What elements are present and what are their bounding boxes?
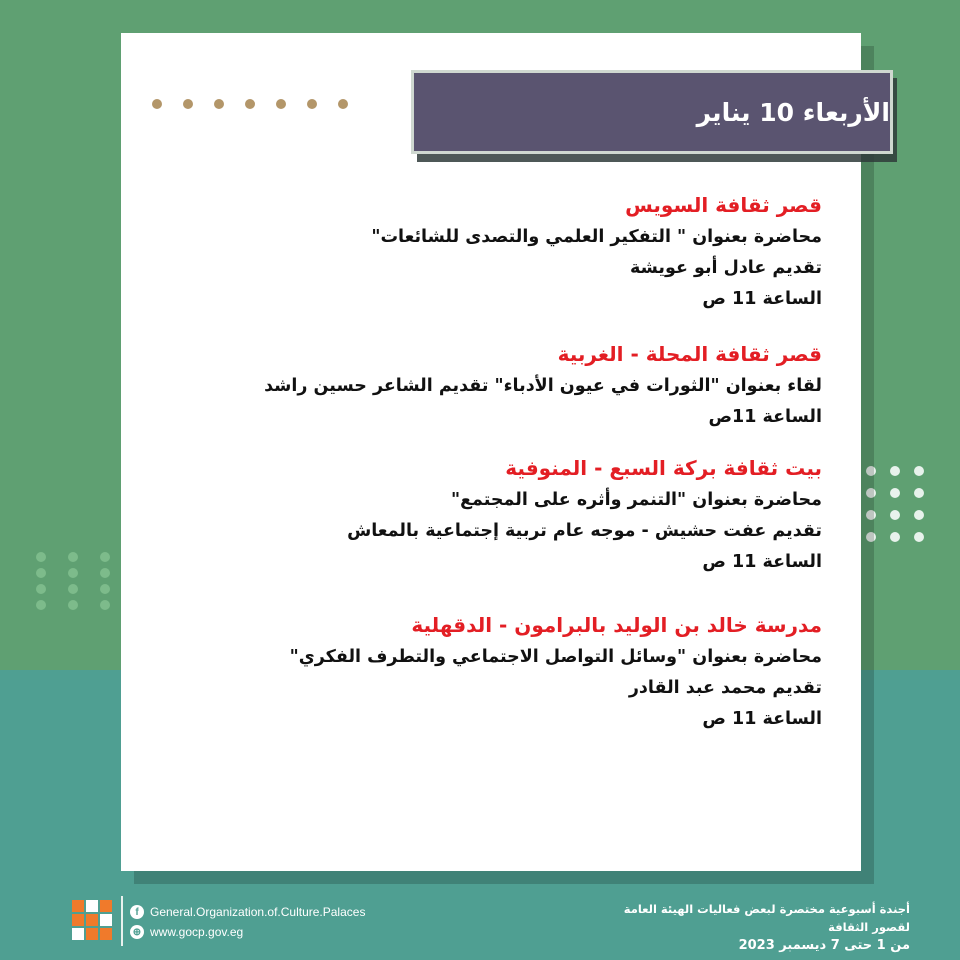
event-line: الساعة 11ص [708, 407, 822, 427]
event-item [202, 337, 822, 433]
event-item [202, 188, 822, 315]
agenda-title: أجندة أسبوعية مختصرة لبعض فعاليات الهيئة العامة لقصور الثقافة [623, 902, 910, 934]
facebook-icon: f [130, 905, 144, 919]
footer-contact [130, 902, 365, 942]
events-list [202, 188, 822, 735]
event-item [202, 608, 822, 735]
event-venue: قصر ثقافة السويس [625, 193, 822, 217]
decor-dot-grid-left [36, 552, 116, 610]
date-banner [411, 70, 893, 154]
website-url: www.gocp.gov.eg [150, 925, 244, 939]
facebook-handle: General.Organization.of.Culture.Palaces [150, 905, 366, 919]
event-line: تقديم عفت حشيش - موجه عام تربية إجتماعية بالمعاش [347, 521, 822, 541]
event-line: محاضرة بعنوان "التنمر وأثره على المجتمع" [450, 490, 822, 510]
event-venue: بيت ثقافة بركة السبع - المنوفية [505, 456, 822, 480]
event-venue: مدرسة خالد بن الوليد بالبرامون - الدقهلية [411, 613, 822, 637]
event-line: تقديم عادل أبو عويشة [630, 258, 822, 278]
footer-divider [121, 896, 123, 946]
globe-icon: ⊕ [130, 925, 144, 939]
footer-agenda [590, 900, 910, 956]
event-line: محاضرة بعنوان " التفكير العلمي والتصدى للشائعات" [371, 227, 822, 247]
date-banner-text: الأربعاء 10 يناير [696, 97, 890, 127]
event-line: محاضرة بعنوان "وسائل التواصل الاجتماعي والتطرف الفكري" [289, 647, 822, 667]
event-line: لقاء بعنوان "الثورات في عيون الأدباء" تقديم الشاعر حسين راشد [264, 376, 822, 396]
website-link[interactable] [130, 922, 365, 942]
event-line: تقديم محمد عبد القادر [628, 678, 822, 698]
event-line: الساعة 11 ص [702, 289, 822, 309]
decor-gold-dots [152, 99, 348, 109]
agenda-dates: من 1 حتى 7 ديسمبر 2023 [738, 938, 910, 953]
event-line: الساعة 11 ص [702, 552, 822, 572]
event-venue: قصر ثقافة المحلة - الغربية [557, 342, 822, 366]
event-line: الساعة 11 ص [702, 709, 822, 729]
decor-dot-grid-right [866, 466, 924, 542]
gocp-logo [72, 900, 112, 940]
facebook-link[interactable] [130, 902, 365, 922]
event-item [202, 451, 822, 578]
